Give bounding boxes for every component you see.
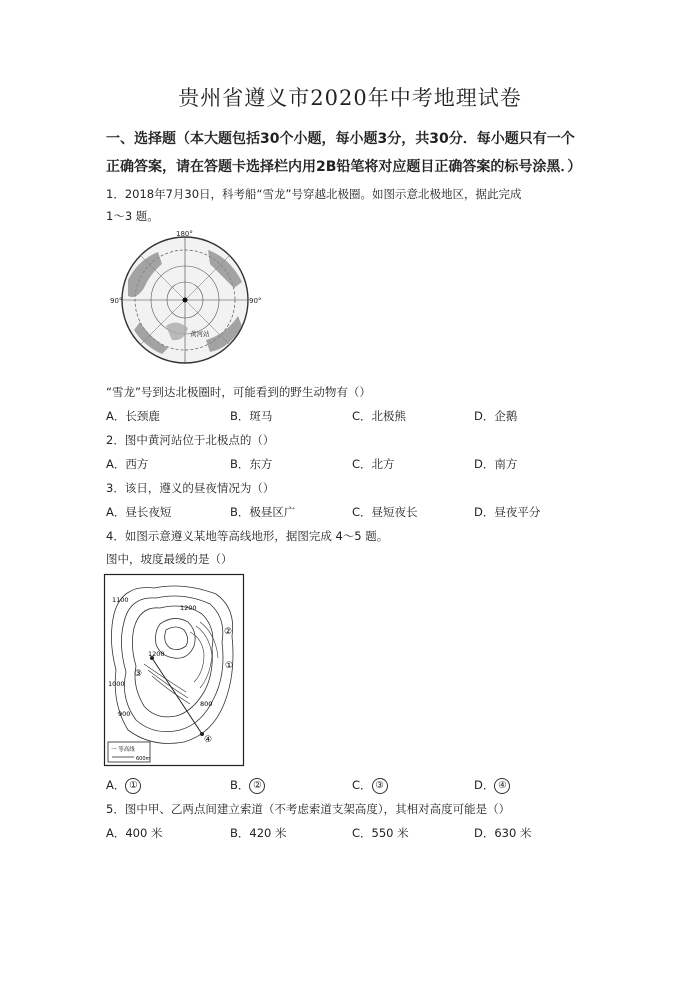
- contour-label-1200: 1200: [148, 650, 165, 658]
- section-header-line-1: 一、选择题（本大题包括30个小题，每小题3分，共30分．每小题只有一个: [106, 131, 575, 147]
- q3-option-b[interactable]: B．极昼区广: [230, 505, 296, 519]
- q4-option-c-letter: C．: [352, 778, 372, 792]
- q2-option-d[interactable]: D．南方: [474, 457, 518, 471]
- q5-option-d[interactable]: D．630 米: [474, 826, 532, 840]
- question-1-prompt: “雪龙”号到达北极圈时，可能看到的野生动物有（）: [106, 385, 371, 399]
- question-1-stem-line-2: 1～3 题。: [106, 209, 159, 223]
- q3-option-d[interactable]: D．昼夜平分: [474, 505, 541, 519]
- q1-option-a[interactable]: A．长颈鹿: [106, 409, 160, 423]
- q4-option-b[interactable]: [230, 777, 265, 794]
- map-marker-2: ②: [224, 627, 233, 637]
- q4-option-a-mark: ①: [125, 778, 141, 794]
- map-scale: 600m: [136, 756, 151, 762]
- question-3-prompt: 3．该日，遵义的昼夜情况为（）: [106, 481, 275, 495]
- q4-option-c[interactable]: [352, 777, 388, 794]
- arctic-polar-map: [110, 230, 260, 370]
- contour-label-1100: 1100: [112, 596, 129, 604]
- page-title: 贵州省遵义市2020年中考地理试卷: [178, 86, 522, 110]
- q4-option-c-mark: ③: [372, 778, 388, 794]
- question-4-stem: 4．如图示意遵义某地等高线地形，据图完成 4～5 题。: [106, 529, 389, 543]
- q4-option-d-mark: ④: [494, 778, 510, 794]
- question-1-stem-line-1: 1．2018年7月30日，科考船“雪龙”号穿越北极圈。如图示意北极地区，据此完成: [106, 187, 522, 201]
- q1-option-b[interactable]: B．斑马: [230, 409, 273, 423]
- q1-option-c[interactable]: C．北极熊: [352, 409, 407, 423]
- contour-label-900: 900: [118, 710, 131, 718]
- question-4-prompt: 图中，坡度最缓的是（）: [106, 552, 233, 566]
- q4-option-d-letter: D．: [474, 778, 495, 792]
- contour-label-800: 800: [200, 700, 213, 708]
- map-marker-1: ①: [225, 661, 234, 671]
- q4-option-b-mark: ②: [249, 778, 265, 794]
- q3-option-a[interactable]: A．昼长夜短: [106, 505, 172, 519]
- q2-option-a[interactable]: A．西方: [106, 457, 149, 471]
- q5-option-a[interactable]: A．400 米: [106, 826, 163, 840]
- q1-option-d[interactable]: D．企鹅: [474, 409, 518, 423]
- map-label-90-east: 90°: [249, 297, 262, 305]
- q5-option-c[interactable]: C．550 米: [352, 826, 409, 840]
- map-label-yellow-river-station: 黄河站: [190, 330, 210, 338]
- question-2-prompt: 2．图中黄河站位于北极点的（）: [106, 433, 275, 447]
- q4-option-d[interactable]: [474, 777, 510, 794]
- q4-option-a-letter: A．: [106, 778, 126, 792]
- map-marker-4: ④: [204, 735, 213, 745]
- contour-label-1000: 1000: [108, 680, 125, 688]
- map-label-180: 180°: [176, 230, 193, 238]
- q4-option-a[interactable]: [106, 777, 141, 794]
- q2-option-b[interactable]: B．东方: [230, 457, 273, 471]
- q2-option-c[interactable]: C．北方: [352, 457, 395, 471]
- q4-option-b-letter: B．: [230, 778, 250, 792]
- map-label-90-west: 90°: [110, 297, 123, 305]
- question-5-prompt: 5．图中甲、乙两点间建立索道（不考虑索道支架高度），其相对高度可能是（）: [106, 802, 511, 816]
- section-header-line-2: 正确答案，请在答题卡选择栏内用2B铅笔将对应题目正确答案的标号涂黑．）: [106, 159, 582, 175]
- map-legend: 一 等高线: [111, 747, 135, 753]
- contour-map: [104, 574, 244, 766]
- q5-option-b[interactable]: B．420 米: [230, 826, 287, 840]
- q3-option-c[interactable]: C．昼短夜长: [352, 505, 418, 519]
- map-marker-3: ③: [134, 669, 143, 679]
- contour-label-1200-top: 1200: [180, 604, 197, 612]
